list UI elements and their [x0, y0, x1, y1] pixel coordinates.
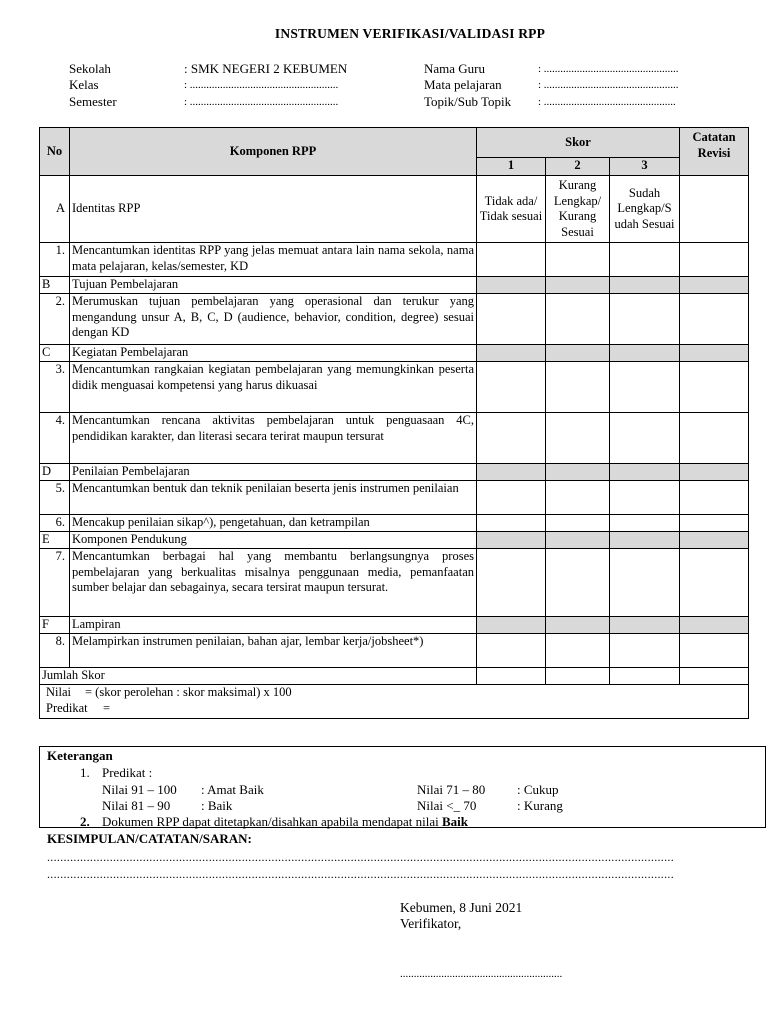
catatan-cell[interactable]	[680, 294, 749, 345]
grade-range-2: Nilai 81 – 90	[102, 798, 171, 813]
topik-label: Topik/Sub Topik	[424, 94, 512, 109]
keterangan-title: Keterangan	[47, 748, 113, 763]
score-cell[interactable]	[477, 413, 546, 464]
section-label: Lampiran	[70, 617, 477, 634]
note2-text	[102, 814, 468, 830]
section-no: D	[40, 464, 70, 481]
section-label: Tujuan Pembelajaran	[70, 277, 477, 294]
section-a-no: A	[40, 176, 70, 243]
item-row	[40, 413, 749, 464]
jumlah-label: Jumlah Skor	[40, 668, 477, 685]
item-no: 1.	[40, 243, 70, 277]
section-no: E	[40, 532, 70, 549]
signature-line[interactable]: ...........................................................	[400, 968, 563, 980]
section-label: Kegiatan Pembelajaran	[70, 345, 477, 362]
grade-name-2: : Baik	[201, 798, 233, 813]
predikat-value: =	[103, 700, 111, 715]
score-desc-2: Kurang Lengkap/ Kurang Sesuai	[546, 176, 610, 243]
score-cell[interactable]	[546, 243, 610, 277]
score-cell[interactable]	[610, 481, 680, 515]
score-cell[interactable]	[546, 515, 610, 532]
score-cell[interactable]	[610, 634, 680, 668]
score-cell[interactable]	[610, 413, 680, 464]
nilai-row	[40, 685, 749, 719]
note2-body: Dokumen RPP dapat ditetapkan/disahkan apabila mendapat nilai	[102, 814, 439, 829]
col-no-header: No	[40, 128, 70, 176]
mapel-value: : .................................................	[538, 79, 679, 91]
section-f-row	[40, 617, 749, 634]
col-komponen-header: Komponen RPP	[70, 128, 477, 176]
rpp-table	[39, 127, 749, 719]
item-row	[40, 549, 749, 617]
col-catatan-header: Catatan Revisi	[680, 128, 749, 176]
catatan-cell[interactable]	[680, 549, 749, 617]
predikat-label: Predikat	[46, 700, 88, 715]
score-total-cell[interactable]	[610, 668, 680, 685]
score-cell[interactable]	[610, 362, 680, 413]
catatan-cell[interactable]	[680, 515, 749, 532]
score-cell[interactable]	[477, 549, 546, 617]
grade-name-3: : Cukup	[517, 782, 559, 797]
section-label: Komponen Pendukung	[70, 532, 477, 549]
semester-label: Semester	[69, 94, 117, 109]
score-cell[interactable]	[546, 481, 610, 515]
score-cell[interactable]	[477, 634, 546, 668]
grade-range-4: Nilai <_ 70	[417, 798, 477, 813]
score-cell[interactable]	[546, 634, 610, 668]
page-title: INSTRUMEN VERIFIKASI/VALIDASI RPP	[274, 26, 546, 41]
item-no: 8.	[40, 634, 70, 668]
section-label: Penilaian Pembelajaran	[70, 464, 477, 481]
item-text: Mencantumkan rencana aktivitas pembelajaran untuk penguasaan 4C, pendidikan karakter, dan literasi secara terirat maupun tersurat	[70, 413, 477, 464]
score-cell[interactable]	[546, 294, 610, 345]
score-cell[interactable]	[477, 481, 546, 515]
kelas-label: Kelas	[69, 77, 99, 92]
item-no: 7.	[40, 549, 70, 617]
score-cell[interactable]	[610, 294, 680, 345]
kelas-value: : ......................................................	[184, 79, 339, 91]
skor-3-header: 3	[610, 158, 680, 176]
section-d-row	[40, 464, 749, 481]
item-row	[40, 362, 749, 413]
score-cell[interactable]	[546, 413, 610, 464]
item-row	[40, 481, 749, 515]
section-no: B	[40, 277, 70, 294]
catatan-cell[interactable]	[680, 176, 749, 243]
item-text: Mencantumkan bentuk dan teknik penilaian beserta jenis instrumen penilaian	[70, 481, 477, 515]
guru-label: Nama Guru	[424, 61, 486, 76]
col-skor-header: Skor	[477, 128, 680, 158]
jumlah-row	[40, 668, 749, 685]
catatan-cell[interactable]	[680, 243, 749, 277]
score-cell[interactable]	[610, 243, 680, 277]
score-total-cell[interactable]	[546, 668, 610, 685]
score-cell[interactable]	[477, 294, 546, 345]
keterangan-box	[39, 746, 766, 828]
score-cell[interactable]	[546, 362, 610, 413]
mapel-label: Mata pelajaran	[424, 77, 502, 92]
skor-1-header: 1	[477, 158, 546, 176]
item-no: 6.	[40, 515, 70, 532]
grade-range-1: Nilai 91 – 100	[102, 782, 177, 797]
item-text: Melampirkan instrumen penilaian, bahan ajar, lembar kerja/jobsheet*)	[70, 634, 477, 668]
item-text: Mencakup penilaian sikap^), pengetahuan, dan ketrampilan	[70, 515, 477, 532]
catatan-cell[interactable]	[680, 634, 749, 668]
section-e-row	[40, 532, 749, 549]
item-row	[40, 515, 749, 532]
score-total-cell[interactable]	[477, 668, 546, 685]
note2-no: 2.	[80, 814, 90, 829]
item-text: Mencantumkan identitas RPP yang jelas memuat antara lain nama sekola, nama mata pelajaran, kelas/semester, KD	[70, 243, 477, 277]
kesimpulan-line-1[interactable]: ..............................................................................................................................................................................................	[47, 850, 674, 864]
section-a-label: Identitas RPP	[70, 176, 477, 243]
section-a-row	[40, 176, 749, 243]
section-no: F	[40, 617, 70, 634]
score-desc-3: Sudah Lengkap/S udah Sesuai	[610, 176, 680, 243]
predikat-list-no: 1.	[80, 765, 90, 780]
note2-bold: Baik	[441, 814, 468, 829]
grade-range-3: Nilai 71 – 80	[417, 782, 486, 797]
score-cell[interactable]	[546, 549, 610, 617]
sekolah-label: Sekolah	[69, 61, 111, 76]
item-row	[40, 243, 749, 277]
catatan-cell[interactable]	[680, 362, 749, 413]
topik-value: : ................................................	[538, 96, 676, 108]
signature-place-date: Kebumen, 8 Juni 2021	[400, 900, 523, 915]
signature-role: Verifikator,	[400, 916, 462, 931]
item-row	[40, 294, 749, 345]
kesimpulan-line-2[interactable]: ..............................................................................................................................................................................................	[47, 867, 674, 881]
item-no: 4.	[40, 413, 70, 464]
item-text: Mencantumkan berbagai hal yang membantu berlangsungnya proses pembelajaran yang berkualitas misalnya penggunaan media, pemanfaatan sumber belajar dan sebagainya, secara tersirat maupun tersurat.	[70, 549, 477, 617]
sekolah-value: : SMK NEGERI 2 KEBUMEN	[184, 61, 348, 76]
section-c-row	[40, 345, 749, 362]
item-no: 5.	[40, 481, 70, 515]
score-cell[interactable]	[477, 243, 546, 277]
guru-value: : .................................................	[538, 63, 679, 75]
grade-name-4: : Kurang	[517, 798, 563, 813]
section-b-row	[40, 277, 749, 294]
catatan-cell[interactable]	[680, 413, 749, 464]
score-cell[interactable]	[477, 362, 546, 413]
semester-value: : ......................................................	[184, 96, 339, 108]
predikat-list-label: Predikat :	[102, 765, 153, 780]
item-text: Merumuskan tujuan pembelajaran yang operasional dan terukur yang mengandung unsur A, B, C, D (audience, behavior, condition, degree) sesuai dengan KD	[70, 294, 477, 345]
item-no: 3.	[40, 362, 70, 413]
nilai-formula: = (skor perolehan : skor maksimal) x 100	[85, 685, 292, 699]
catatan-cell[interactable]	[680, 668, 749, 685]
score-cell[interactable]	[610, 549, 680, 617]
item-row	[40, 634, 749, 668]
skor-2-header: 2	[546, 158, 610, 176]
score-cell[interactable]	[610, 515, 680, 532]
section-no: C	[40, 345, 70, 362]
kesimpulan-title: KESIMPULAN/CATATAN/SARAN:	[47, 831, 252, 846]
score-cell[interactable]	[477, 515, 546, 532]
score-desc-1: Tidak ada/ Tidak sesuai	[477, 176, 546, 243]
grade-name-1: : Amat Baik	[201, 782, 264, 797]
item-text: Mencantumkan rangkaian kegiatan pembelajaran yang memungkinkan peserta didik menguasai kompetensi yang harus dikuasai	[70, 362, 477, 413]
catatan-cell[interactable]	[680, 481, 749, 515]
nilai-label: Nilai	[46, 685, 71, 699]
item-no: 2.	[40, 294, 70, 345]
